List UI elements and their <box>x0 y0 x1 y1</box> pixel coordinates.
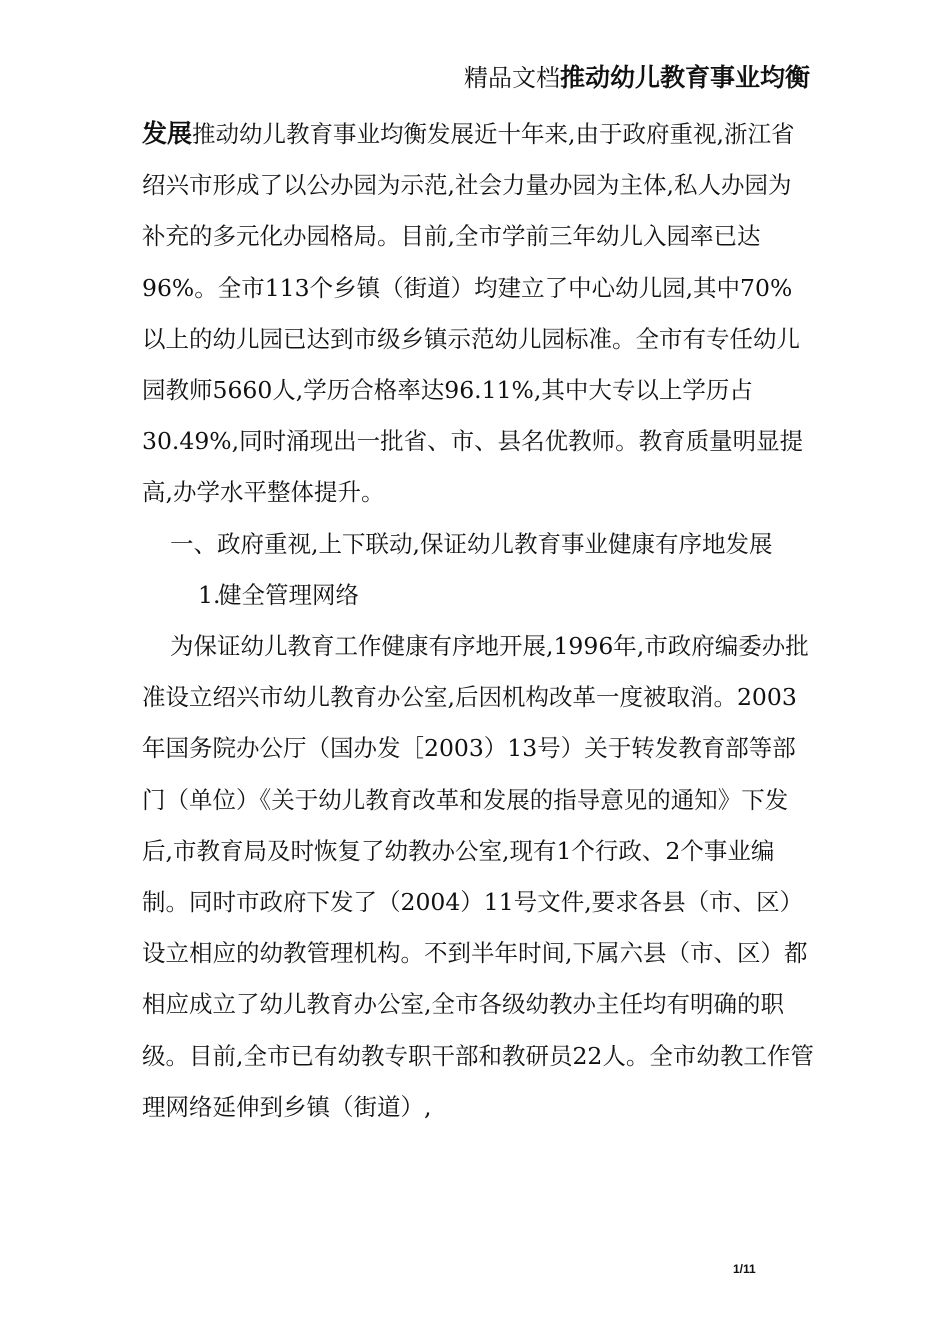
header-title: 推动幼儿教育事业均衡 <box>559 63 810 92</box>
intro-text: 推动幼儿教育事业均衡发展近十年来,由于政府重视,浙江省绍兴市形成了以公办园为示范,社会力量办园为主体,私人办园为补充的多元化办园格局。目前,全市学前三年幼儿入园率已达96%。全市113个乡镇（街道）均建立了中心幼儿园,其中70%以上的幼儿园已达到市级乡镇示范幼儿园标准。全市有专任幼儿园教师5660人,学历合格率达96.11%,其中大专以上学历占30.49%,同时涌现出一批省、市、县名优教师。教育质量明显提高,办学水平整体提升。 <box>142 120 804 507</box>
header-label: 精品文档 <box>463 64 560 92</box>
item-title: 健全管理网络 <box>218 580 359 609</box>
page-number: 1/11 <box>733 1262 756 1276</box>
body-paragraph: 为保证幼儿教育工作健康有序地开展,1996年,市政府编委办批准设立绍兴市幼儿教育办公室,后因机构改革一度被取消。2003年国务院办公厅（国办发［2003）13号）关于转发教育部等部门（单位）《关于幼儿教育改革和发展的指导意见的通知》下发后,市教育局及时恢复了幼教办公室,现有1个行政、2个事业编制。同时市政府下发了（2004）11号文件,要求各县（市、区）设立相应的幼教管理机构。不到半年时间,下属六县（市、区）都相应成立了幼儿教育办公室,全市各级幼教办主任均有明确的职级。目前,全市已有幼教专职干部和教研员22人。全市幼教工作管理网络延伸到乡镇（街道）, <box>142 632 814 1121</box>
item-heading <box>142 570 814 621</box>
item-number: 1. <box>198 580 221 609</box>
section-heading: 一、政府重视,上下联动,保证幼儿教育事业健康有序地发展 <box>170 529 773 558</box>
intro-paragraph <box>142 108 814 519</box>
page-header <box>464 58 810 98</box>
document-body <box>142 108 814 1133</box>
title-continuation: 发展 <box>142 119 193 148</box>
